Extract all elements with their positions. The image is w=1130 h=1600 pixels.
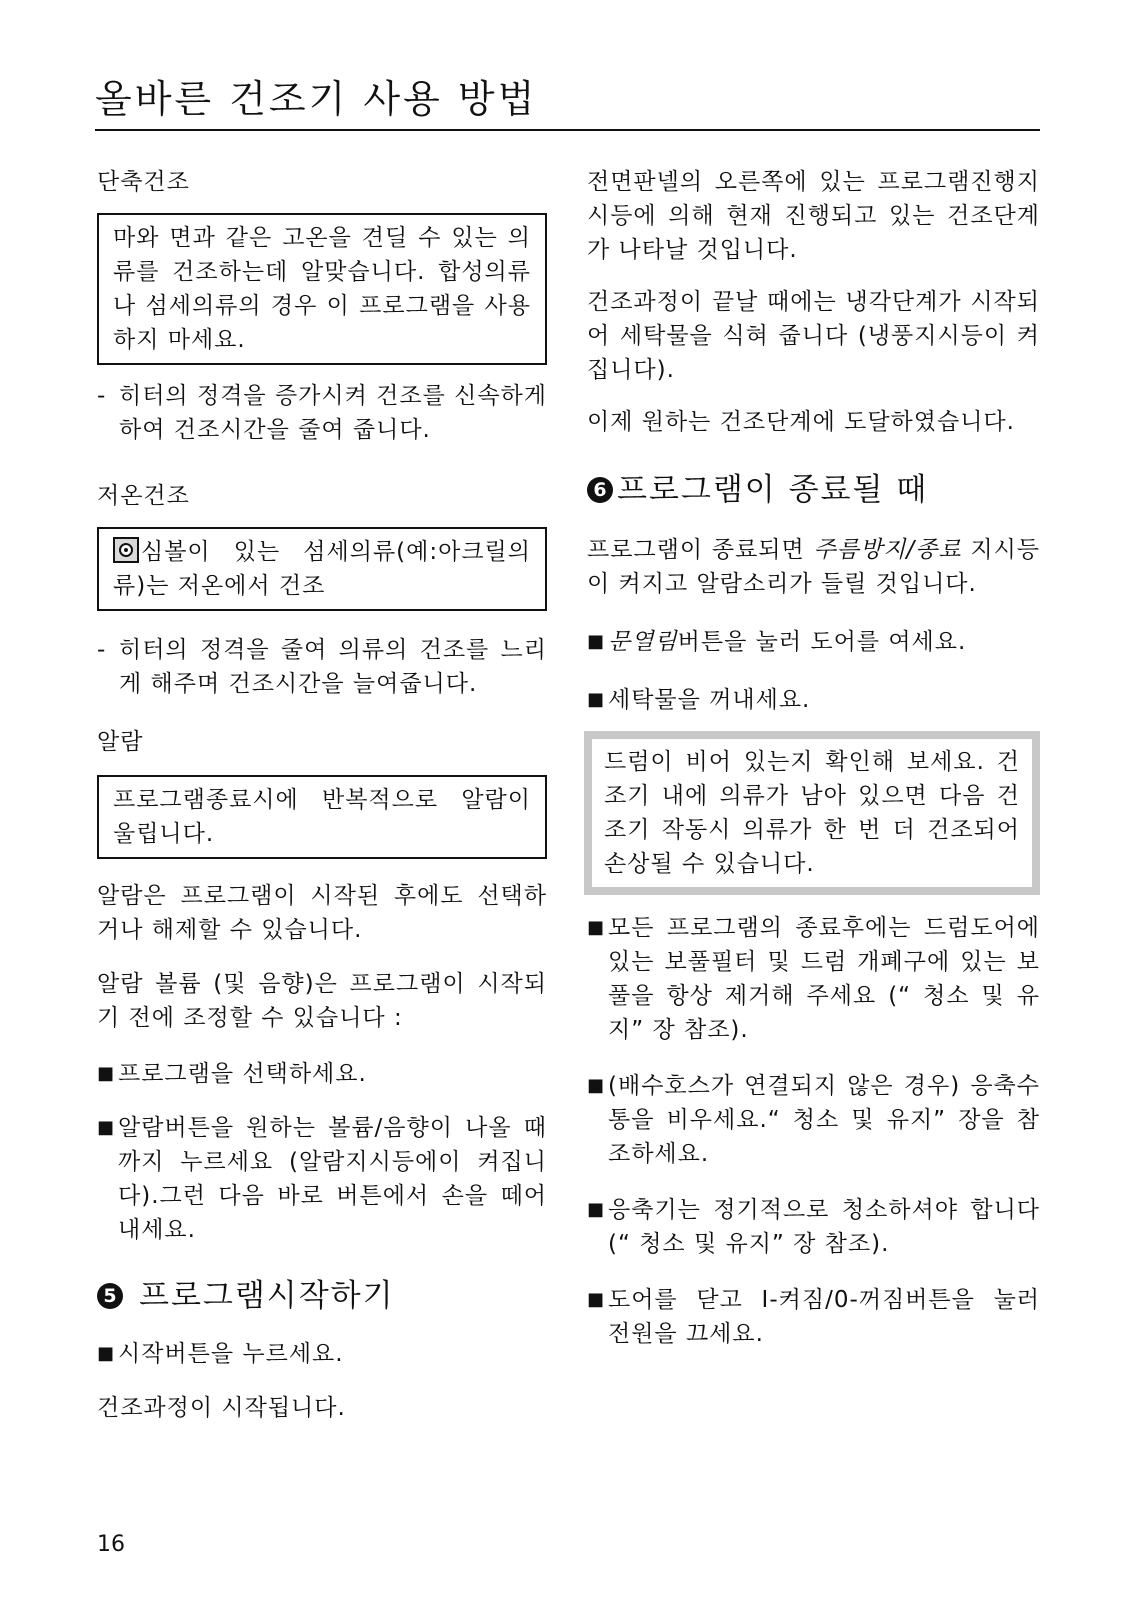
step-6-title: 프로그램이 종료될 때 [617,472,929,508]
anti-crease-label: 주름방지/종료 [813,537,962,563]
list-item [587,1193,1040,1261]
drum-check-box [584,731,1040,895]
bullet-square-icon: ■ [587,917,605,938]
list-item [587,1283,1040,1351]
low-temp-heading: 저온건조 [97,483,190,509]
bullet-square-icon: ■ [587,631,605,652]
right-column [587,165,1040,1351]
delicate-symbol-icon [113,537,139,563]
quick-dry-note [97,379,547,447]
list-item-text: 프로그램을 선택하세요. [118,1061,367,1087]
list-item-text: 알람버튼을 원하는 볼륨/음향이 나올 때까지 누르세요 (알람지시등에이 켜집니다).그런 다음 바로 버튼에서 손을 떼어 내세요. [118,1115,547,1243]
low-temp-info-box [97,527,547,611]
low-temp-note-text: 히터의 정격을 줄여 의류의 건조를 느리게 해주며 건조시간을 늘여줍니다. [119,637,547,697]
quick-dry-note-text: 히터의 정격을 증가시켜 건조를 신속하게 하여 건조시간을 줄여 줍니다. [119,383,547,443]
list-item-text [608,625,1040,659]
dash-marker: - [97,383,107,409]
list-item-text: 모든 프로그램의 종료후에는 드럼도어에 있는 보풀필터 및 드럼 개폐구에 있는 보풀을 항상 제거해 주세요 (“ 청소 및 유지” 장 참조). [608,915,1040,1043]
title-divider [95,129,1040,131]
bullet-square-icon: ■ [97,1117,115,1138]
bullet-square-icon: ■ [587,1075,605,1096]
drum-check-text: 드럼이 비어 있는지 확인해 보세요. 건조기 내에 의류가 남아 있으면 다음 건조기 작동시 의류가 한 번 더 건조되어 손상될 수 있습니다. [604,749,1020,877]
page-number: 16 [97,1532,125,1557]
page-title: 올바른 건조기 사용 방법 [95,77,538,121]
dash-marker: - [97,637,107,663]
list-item [97,1337,547,1371]
step-6-text-end: 지시등이 켜지고 알람소리가 들릴 것입니다. [587,537,1041,597]
step-number-badge: 6 [587,477,613,503]
bullet-square-icon: ■ [97,1063,115,1084]
bullet-square-icon: ■ [587,1199,605,1220]
step-5-paragraph: 건조과정이 시작됩니다. [97,1395,346,1421]
step-6-heading [587,469,1040,511]
quick-dry-heading: 단축건조 [97,169,190,195]
list-item [587,1069,1040,1171]
bullet-square-icon: ■ [587,689,605,710]
low-temp-box-text [113,535,531,603]
quick-dry-info-box [97,213,547,365]
list-item [587,683,1040,717]
low-temp-note [97,633,547,701]
list-item-text: 세탁물을 꺼내세요. [608,687,811,713]
list-item-text: 응축기는 정기적으로 청소하셔야 합니다 (“ 청소 및 유지” 장 참조). [608,1197,1040,1257]
step-5-title: 프로그램시작하기 [139,1278,395,1314]
step-6-paragraph [587,533,1040,601]
low-temp-box-label: 심볼이 있는 섬세의류(예:아크릴의류)는 저온에서 건조 [113,539,531,599]
cooling-paragraph: 건조과정이 끝날 때에는 냉각단계가 시작되어 세탁물을 식혀 줍니다 (냉풍지시등이 켜집니다). [587,289,1040,383]
list-item-text: (배수호스가 연결되지 않은 경우) 응축수통을 비우세요.“ 청소 및 유지” 장을 참조하세요. [608,1073,1040,1167]
door-open-text: 버튼을 눌러 도어를 여세요. [677,629,967,655]
list-item-text: 시작버튼을 누르세요. [118,1341,344,1367]
list-item [97,1057,547,1091]
alarm-info-box [97,775,547,859]
list-item [587,625,1040,659]
bullet-square-icon: ■ [97,1343,115,1364]
alarm-paragraph-2: 알람 볼륨 (및 음향)은 프로그램이 시작되기 전에 조정할 수 있습니다 : [97,971,547,1031]
reached-paragraph: 이제 원하는 건조단계에 도달하였습니다. [587,409,1015,435]
quick-dry-box-text: 마와 면과 같은 고온을 견딜 수 있는 의류를 건조하는데 알맞습니다. 합성의류나 섬세의류의 경우 이 프로그램을 사용하지 마세요. [113,225,531,353]
step-number-badge: 5 [97,1283,123,1309]
list-item-text: 도어를 닫고 I-켜짐/0-꺼짐버튼을 눌러 전원을 끄세요. [608,1287,1040,1347]
step-6-text-start: 프로그램이 종료되면 [587,537,814,563]
step-5-heading [97,1275,547,1317]
alarm-paragraph-1: 알람은 프로그램이 시작된 후에도 선택하거나 해제할 수 있습니다. [97,883,547,943]
alarm-box-text: 프로그램종료시에 반복적으로 알람이 울립니다. [113,787,531,847]
progress-paragraph: 전면판넬의 오른쪽에 있는 프로그램진행지시등에 의해 현재 진행되고 있는 건조단계가 나타날 것입니다. [587,169,1040,263]
left-column [97,165,547,1425]
alarm-heading: 알람 [97,729,144,755]
bullet-square-icon: ■ [587,1289,605,1310]
door-open-label: 문열림 [608,629,678,655]
list-item [97,1111,547,1247]
list-item [587,911,1040,1047]
